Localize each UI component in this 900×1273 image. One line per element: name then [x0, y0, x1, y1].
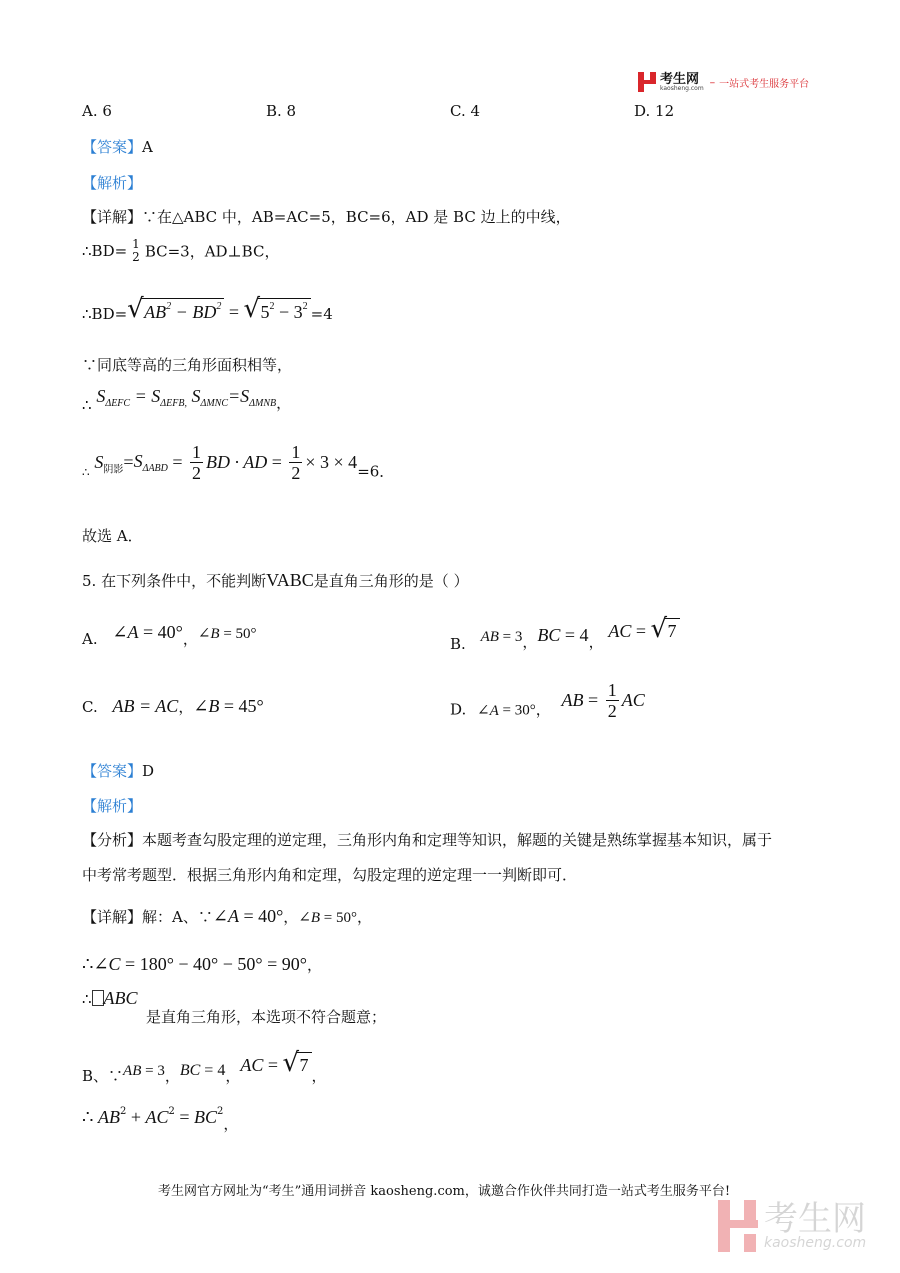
logo-domain: kaosheng.com [660, 84, 704, 92]
footer-text: 考生网官方网址为“考生”通用词拼音 kaosheng.com，诚邀合作伙伴共同打造一站式考生服务平台! [158, 1184, 731, 1199]
q5-option-c: C. AB = AC，∠B = 45° [82, 696, 264, 716]
q4-detail-line3: ∴BD= √ $AB^2 - BD^2$ = √ $5^2 - 3^2 =4$ [82, 294, 333, 324]
q5-detail-line5: ∴ $AB^2 + AC^2 = BC^2$， [82, 1106, 239, 1133]
q5-detail-line3-cont: 是直角三角形，本选项不符合题意； [146, 1008, 387, 1026]
detail-label: 【详解】 [82, 208, 143, 226]
q5-option-b: B. AB = 3，BC = 4， AC = √ 7 [450, 618, 680, 653]
header-logo: 考生网 kaosheng.com – 一站式考生服务平台 [638, 72, 809, 92]
q4-analysis-label: 【解析】 [82, 174, 143, 192]
q5-detail-line4: B、∵AB = 3，BC = 4，AC = √ 7， [82, 1048, 327, 1085]
q4-answer [82, 136, 153, 157]
q4-detail-line4: ∵同底等高的三角形面积相等， [82, 356, 293, 374]
q5-stem: 5. 在下列条件中，不能判断VABC是直角三角形的是（ ） [82, 570, 469, 590]
kaosheng-watermark-icon [718, 1200, 758, 1252]
q5-detail-line2: ∴∠C = 180° − 40° − 50° = 90°， [82, 954, 322, 974]
q5-analysis-label: 【解析】 [82, 797, 143, 815]
fraction: 1 2 [132, 237, 140, 264]
answer-value: A [142, 138, 153, 156]
q5-analysis-line2: 中考常考题型．根据三角形内角和定理，勾股定理的逆定理一一判断即可． [82, 866, 578, 884]
q4-detail-line5: ∴ $S_{\Delta EFC} = S_{\Delta EFB,}$ $S_{\Delta MNC}=S_{\Delta MNB}$， [82, 386, 292, 414]
logo-text: 考生网 [660, 71, 700, 87]
q5-detail-line1: 【详解】解：A、∵∠A = 40°，∠B = 50°， [82, 906, 373, 926]
q4-conclusion: 故选 A． [82, 527, 143, 545]
q4-option-c: C. 4 [450, 102, 481, 120]
q5-answer: 【答案】D [82, 762, 155, 780]
q5-analysis-line1: 【分析】本题考查勾股定理的逆定理，三角形内角和定理等知识，解题的关键是熟练掌握基本知识，属于 [82, 831, 773, 849]
sqrt-expression: √ $5^2 - 3^2$ [243, 298, 310, 323]
q4-option-d: D. 12 [634, 102, 675, 120]
q4-detail-line2: ∴BD= 1 2 BC=3，AD⊥BC， [82, 237, 280, 264]
sqrt-expression: √ $AB^2 - BD^2$ [127, 298, 224, 323]
q5-option-a: A. ∠A = 40°，∠B = 50° [82, 622, 257, 648]
q4-option-b: B. 8 [266, 102, 297, 120]
footer-watermark: 考生网 kaosheng.com [718, 1200, 866, 1252]
kaosheng-logo-icon [638, 72, 656, 92]
header-slogan: 一站式考生服务平台 [719, 78, 810, 90]
answer-label: 【答案】 [82, 138, 143, 156]
q4-option-a: A. 6 [82, 102, 112, 120]
q5-option-d: D. ∠A = 30°， AB = $\frac{1}{2}$ AC [450, 680, 645, 721]
q4-detail-line1: 【详解】∵在△ABC 中，AB=AC=5，BC=6，AD 是 BC 边上的中线， [82, 208, 571, 226]
q5-detail-line3: ∴ ABC [82, 988, 138, 1008]
q4-detail-line6: $_\therefore$ $S_{阴影}=S_{\Delta ABD}$ = $\frac{1}{2}$ BD · AD = $\frac{1}{2}$ × 3 × 4=6． [82, 442, 395, 483]
triangle-symbol-icon [92, 990, 104, 1006]
